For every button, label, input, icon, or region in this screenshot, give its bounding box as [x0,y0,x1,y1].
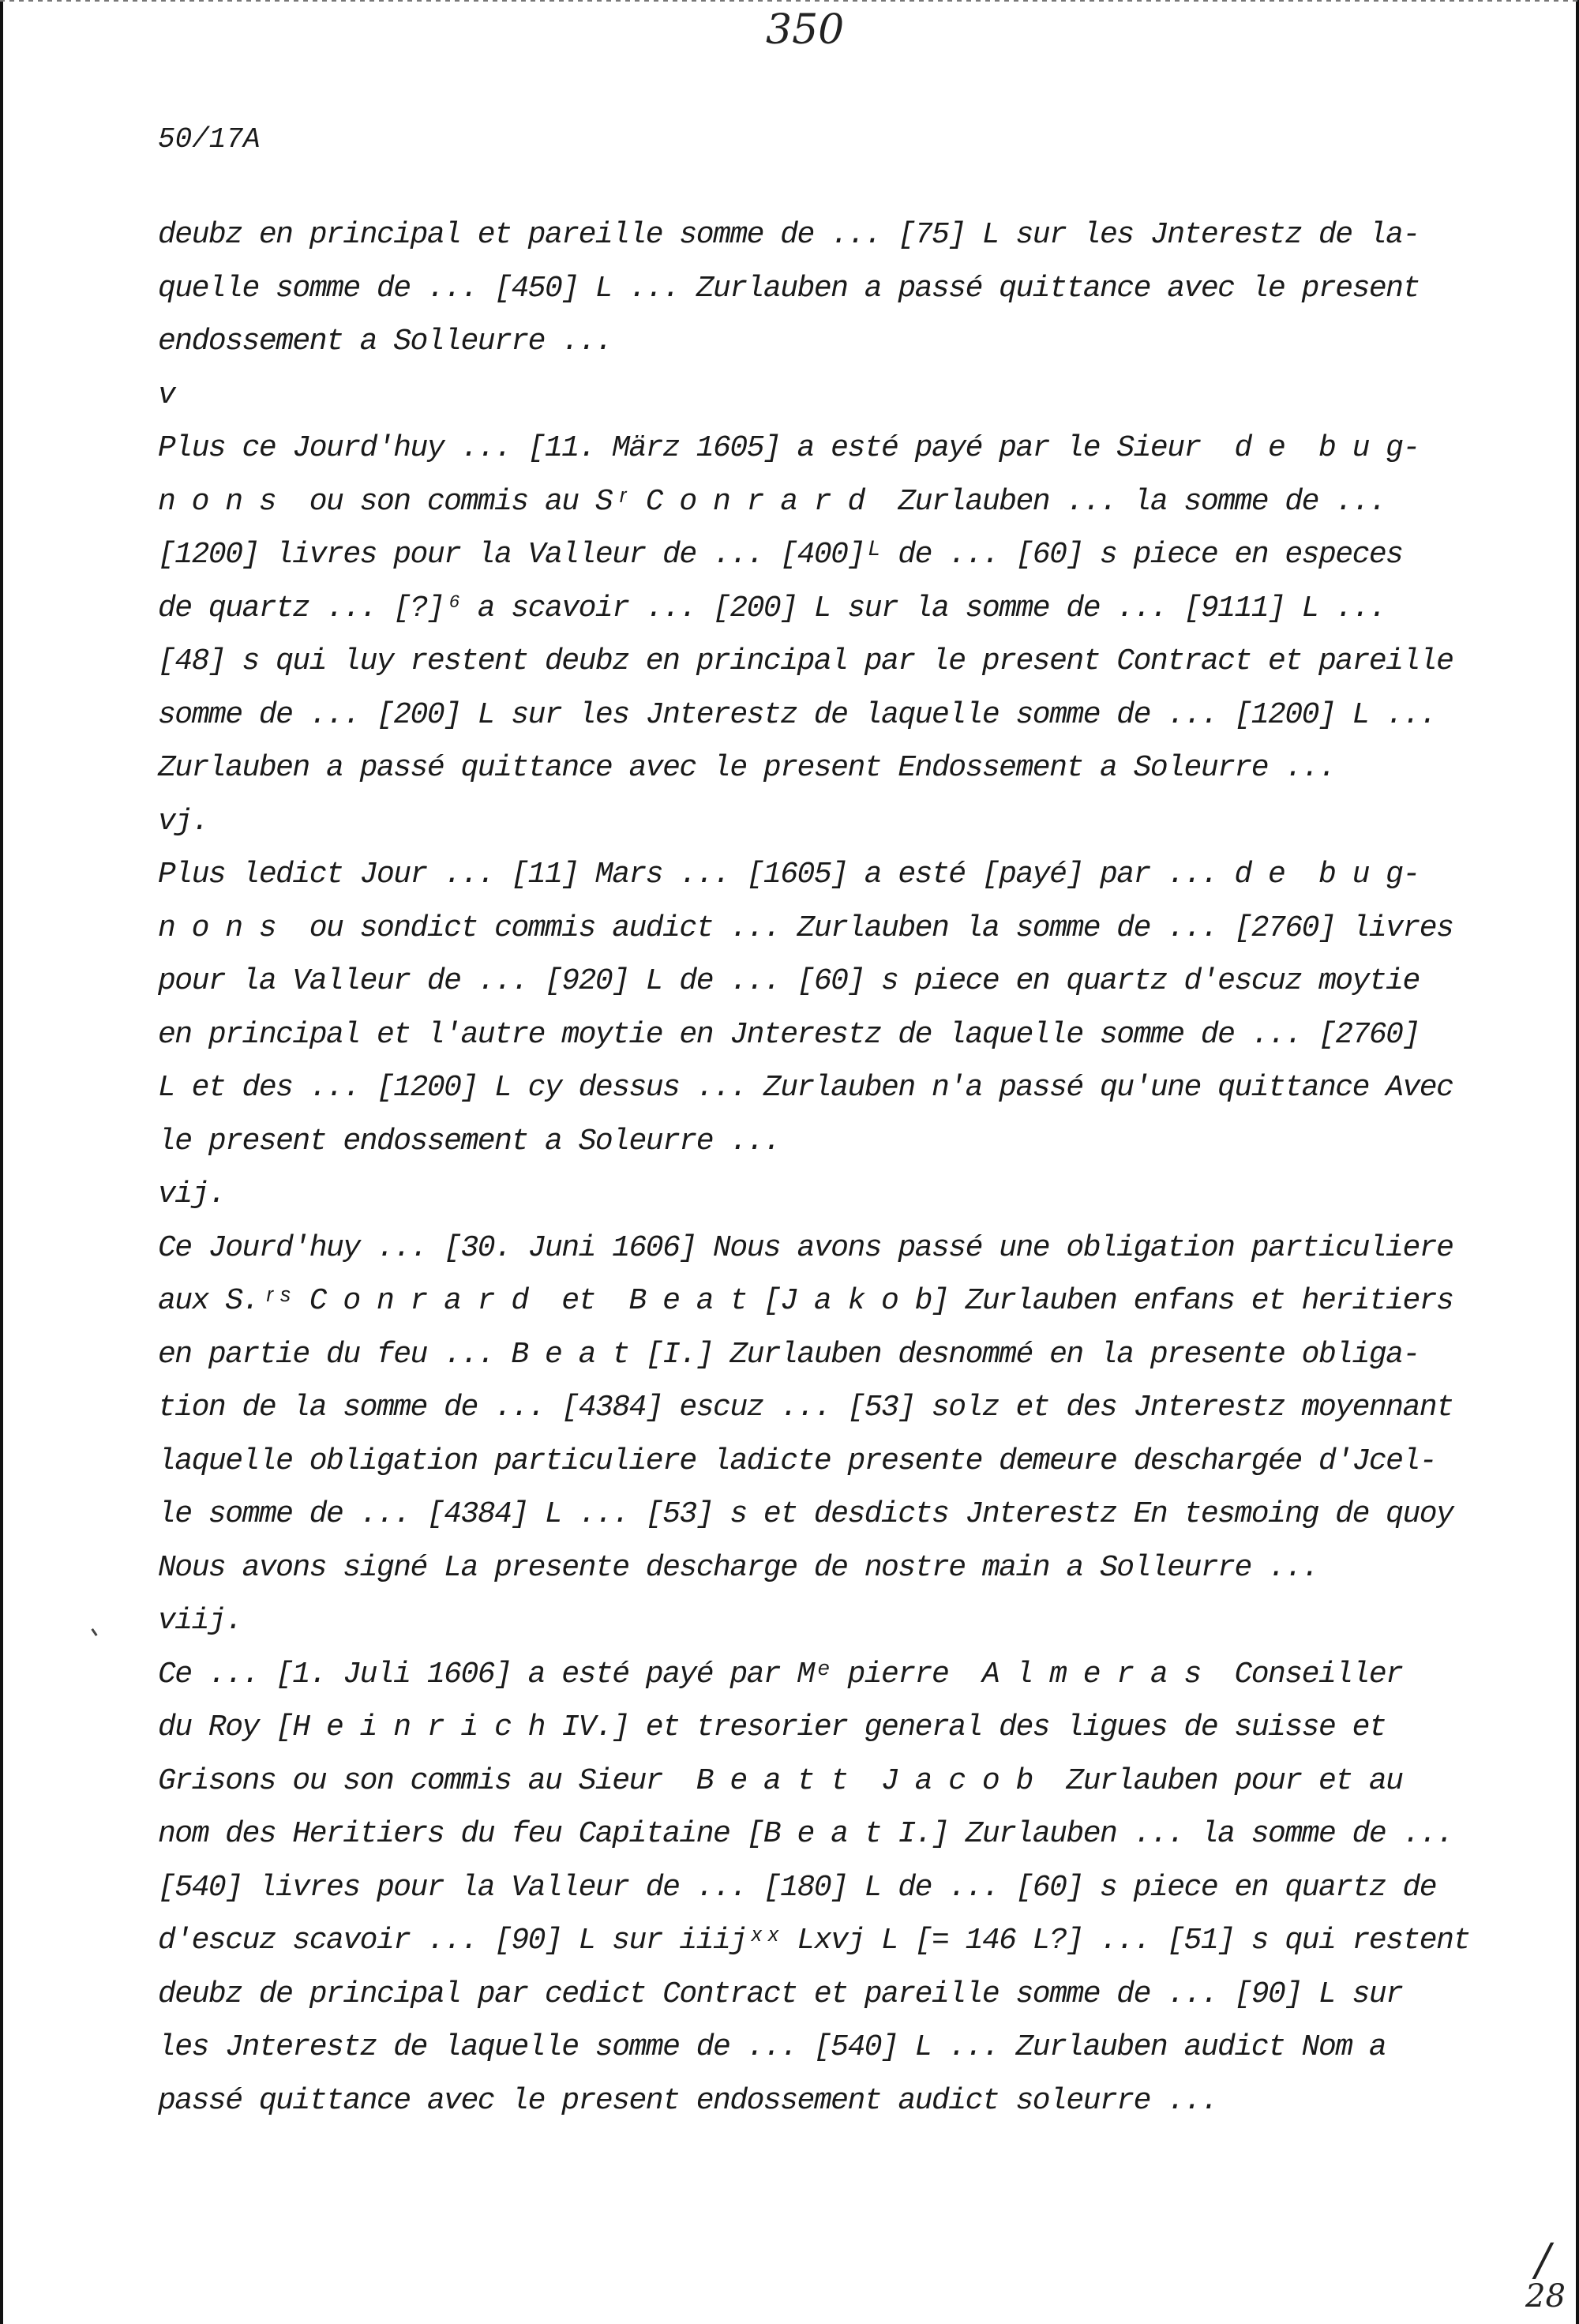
text-line: Ce Jourd'huy ... [30. Juni 1606] Nous avons passé une obligation particuliere [158,1230,1453,1265]
text-line: Nous avons signé La presente descharge de nostre main a Solleurre ... [158,1550,1318,1585]
handwritten-page-number: 28 [1525,2278,1566,2315]
text-line: Ce ... [1. Juli 1606] a esté payé par Mᵉ pierre A l m e r a s Conseiller [158,1657,1403,1691]
text-line: quelle somme de ... [450] L ... Zurlauben a passé quittance avec le present [158,271,1420,306]
text-line: [1200] livres pour la Valleur de ... [400]ᴸ de ... [60] s piece en especes [158,538,1403,572]
section-number: viij. [158,1604,242,1638]
text-line: pour la Valleur de ... [920] L de ... [60] s piece en quartz d'escuz moytie [158,964,1420,998]
section-number: v [158,377,175,412]
text-line: d'escuz scavoir ... [90] L sur iiijˣˣ Lxvj L [= 146 L?] ... [51] s qui restent [158,1924,1470,1958]
text-line: Plus ledict Jour ... [11] Mars ... [1605] a esté [payé] par ... d e b u g- [158,858,1420,892]
transcription-body [158,212,1484,2131]
folio-number: 350 [766,6,845,54]
stray-mark [91,1628,97,1636]
text-line: somme de ... [200] L sur les Jnterestz de laquelle somme de ... [1200] L ... [158,697,1437,732]
text-line: les Jnterestz de laquelle somme de ... [540] L ... Zurlauben audict Nom a [158,2030,1386,2064]
page-border-right [1576,0,1579,2324]
document-reference: 50/17A [158,123,261,156]
text-line: [540] livres pour la Valleur de ... [180] L de ... [60] s piece en quartz de [158,1870,1437,1905]
text-line: du Roy [H e i n r i c h IV.] et tresorier general des ligues de suisse et [158,1710,1386,1744]
text-line: de quartz ... [?]⁶ a scavoir ... [200] L sur la somme de ... [9111] L ... [158,591,1386,625]
handwritten-check-mark: / [1536,2235,1551,2286]
page-border-top [0,0,1579,2]
section-number: vj. [158,804,208,839]
text-line: tion de la somme de ... [4384] escuz ... [53] solz et des Jnterestz moyennant [158,1391,1453,1425]
text-line: le somme de ... [4384] L ... [53] s et desdicts Jnterestz En tesmoing de quoy [158,1497,1453,1531]
text-line: passé quittance avec le present endossement audict soleurre ... [158,2083,1218,2118]
text-line: n o n s ou sondict commis audict ... Zurlauben la somme de ... [2760] livres [158,910,1453,945]
text-line: n o n s ou son commis au Sʳ C o n r a r d Zurlauben ... la somme de ... [158,484,1386,519]
text-line: nom des Heritiers du feu Capitaine [B e a t I.] Zurlauben ... la somme de ... [158,1817,1453,1851]
section-number: vij. [158,1177,226,1211]
text-line: en partie du feu ... B e a t [I.] Zurlauben desnommé en la presente obliga- [158,1337,1420,1372]
text-line: le present endossement a Soleurre ... [158,1124,781,1158]
text-line: deubz en principal et pareille somme de ... [75] L sur les Jnterestz de la- [158,218,1420,252]
page-border-left [0,0,3,2324]
text-line: Plus ce Jourd'huy ... [11. März 1605] a esté payé par le Sieur d e b u g- [158,431,1420,465]
text-line: [48] s qui luy restent deubz en principal par le present Contract et pareille [158,644,1453,678]
text-line: en principal et l'autre moytie en Jnterestz de laquelle somme de ... [2760] [158,1017,1420,1052]
text-line: endossement a Solleurre ... [158,325,613,359]
text-line: L et des ... [1200] L cy dessus ... Zurlauben n'a passé qu'une quittance Avec [158,1071,1453,1105]
text-line: Zurlauben a passé quittance avec le present Endossement a Soleurre ... [158,751,1336,785]
text-line: deubz de principal par cedict Contract et pareille somme de ... [90] L sur [158,1977,1403,2011]
text-line: aux S.ʳˢ C o n r a r d et B e a t [J a k o b] Zurlauben enfans et heritiers [158,1284,1453,1318]
text-line: laquelle obligation particuliere ladicte presente demeure deschargée d'Jcel- [158,1444,1437,1478]
text-line: Grisons ou son commis au Sieur B e a t t J a c o b Zurlauben pour et au [158,1763,1403,1798]
